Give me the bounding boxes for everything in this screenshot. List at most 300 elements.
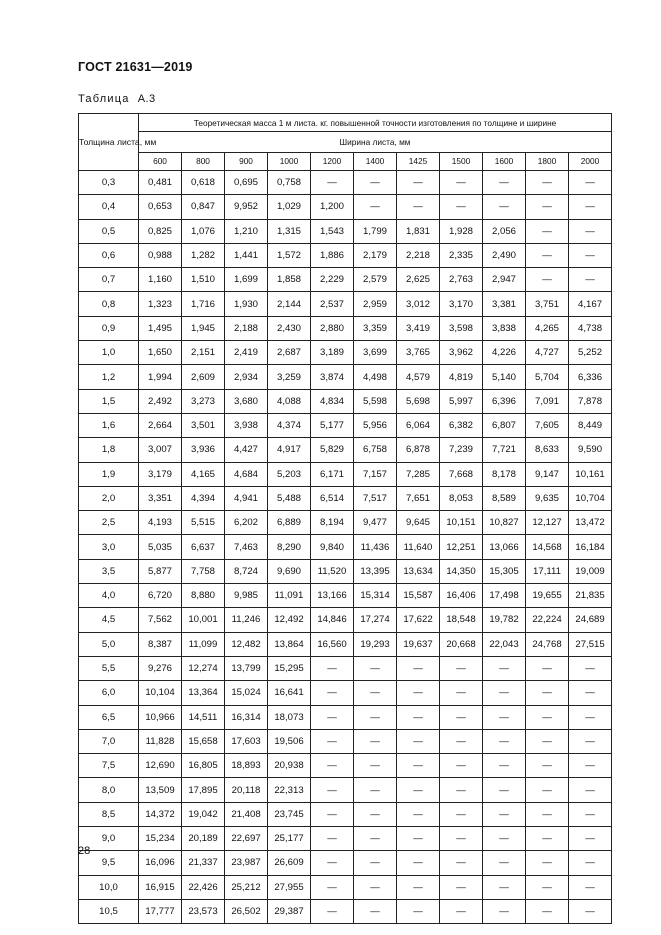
mass-cell: 3,501 bbox=[182, 413, 225, 437]
mass-cell: — bbox=[483, 778, 526, 802]
mass-cell: — bbox=[354, 171, 397, 195]
mass-cell: 1,282 bbox=[182, 243, 225, 267]
mass-cell: 6,758 bbox=[354, 438, 397, 462]
mass-cell: — bbox=[526, 243, 569, 267]
mass-cell: 11,520 bbox=[311, 559, 354, 583]
mass-cell: 1,858 bbox=[268, 268, 311, 292]
mass-cell: 4,427 bbox=[225, 438, 268, 462]
mass-cell: — bbox=[569, 171, 612, 195]
mass-cell: 3,680 bbox=[225, 389, 268, 413]
table-row bbox=[79, 875, 612, 899]
mass-cell: — bbox=[569, 681, 612, 705]
mass-cell: 4,684 bbox=[225, 462, 268, 486]
mass-cell: 3,170 bbox=[440, 292, 483, 316]
table-row bbox=[79, 389, 612, 413]
width-header: Ширина листа, мм bbox=[139, 132, 612, 152]
table-row bbox=[79, 535, 612, 559]
width-column-header: 1200 bbox=[311, 152, 354, 170]
mass-cell: — bbox=[526, 681, 569, 705]
table-row bbox=[79, 341, 612, 365]
mass-cell: — bbox=[526, 899, 569, 923]
mass-cell: 15,234 bbox=[139, 827, 182, 851]
mass-cell: — bbox=[569, 754, 612, 778]
mass-cell: — bbox=[311, 899, 354, 923]
mass-cell: 19,042 bbox=[182, 802, 225, 826]
thickness-cell: 3,5 bbox=[79, 559, 139, 583]
mass-cell: — bbox=[397, 778, 440, 802]
mass-cell: 3,419 bbox=[397, 316, 440, 340]
table-caption bbox=[78, 93, 156, 105]
mass-cell: 20,938 bbox=[268, 754, 311, 778]
mass-cell: 18,073 bbox=[268, 705, 311, 729]
mass-cell: — bbox=[397, 802, 440, 826]
table-caption-word: Таблица bbox=[78, 93, 130, 105]
mass-cell: — bbox=[569, 875, 612, 899]
thickness-cell: 0,4 bbox=[79, 195, 139, 219]
mass-cell: 4,374 bbox=[268, 413, 311, 437]
mass-cell: 2,430 bbox=[268, 316, 311, 340]
thickness-cell: 7,0 bbox=[79, 729, 139, 753]
mass-cell: 9,477 bbox=[354, 511, 397, 535]
mass-cell: 9,276 bbox=[139, 656, 182, 680]
width-column-header: 1600 bbox=[483, 152, 526, 170]
mass-cell: 10,966 bbox=[139, 705, 182, 729]
mass-cell: — bbox=[526, 778, 569, 802]
mass-cell: 1,323 bbox=[139, 292, 182, 316]
mass-cell: 1,928 bbox=[440, 219, 483, 243]
table-row bbox=[79, 486, 612, 510]
mass-cell: — bbox=[526, 195, 569, 219]
mass-cell: 23,573 bbox=[182, 899, 225, 923]
mass-cell: 2,335 bbox=[440, 243, 483, 267]
mass-cell: 24,768 bbox=[526, 632, 569, 656]
mass-cell: — bbox=[483, 656, 526, 680]
mass-cell: — bbox=[526, 705, 569, 729]
thickness-cell: 8,0 bbox=[79, 778, 139, 802]
mass-cell: 0,481 bbox=[139, 171, 182, 195]
thickness-cell: 6,0 bbox=[79, 681, 139, 705]
mass-cell: 5,997 bbox=[440, 389, 483, 413]
mass-cell: 2,490 bbox=[483, 243, 526, 267]
mass-cell: — bbox=[311, 171, 354, 195]
mass-cell: 4,498 bbox=[354, 365, 397, 389]
mass-cell: 5,515 bbox=[182, 511, 225, 535]
mass-cell: 2,218 bbox=[397, 243, 440, 267]
thickness-cell: 1,6 bbox=[79, 413, 139, 437]
mass-cell: 8,194 bbox=[311, 511, 354, 535]
mass-cell: 2,947 bbox=[483, 268, 526, 292]
mass-cell: — bbox=[397, 899, 440, 923]
table-row bbox=[79, 656, 612, 680]
mass-cell: 1,699 bbox=[225, 268, 268, 292]
mass-cell: 5,598 bbox=[354, 389, 397, 413]
mass-cell: 0,653 bbox=[139, 195, 182, 219]
mass-cell: 5,829 bbox=[311, 438, 354, 462]
mass-cell: — bbox=[354, 754, 397, 778]
thickness-cell: 5,0 bbox=[79, 632, 139, 656]
mass-cell: 10,151 bbox=[440, 511, 483, 535]
table-row bbox=[79, 292, 612, 316]
mass-cell: 5,877 bbox=[139, 559, 182, 583]
mass-cell: 11,640 bbox=[397, 535, 440, 559]
mass-cell: — bbox=[440, 802, 483, 826]
mass-cell: 3,874 bbox=[311, 365, 354, 389]
table-row bbox=[79, 243, 612, 267]
table-row bbox=[79, 827, 612, 851]
mass-cell: 15,305 bbox=[483, 559, 526, 583]
mass-cell: 10,104 bbox=[139, 681, 182, 705]
mass-cell: 16,314 bbox=[225, 705, 268, 729]
mass-cell: 6,396 bbox=[483, 389, 526, 413]
thickness-cell: 0,9 bbox=[79, 316, 139, 340]
mass-cell: 12,482 bbox=[225, 632, 268, 656]
mass-cell: — bbox=[354, 851, 397, 875]
thickness-cell: 6,5 bbox=[79, 705, 139, 729]
thickness-cell: 10,5 bbox=[79, 899, 139, 923]
mass-cell: 2,664 bbox=[139, 413, 182, 437]
mass-cell: 0,988 bbox=[139, 243, 182, 267]
mass-cell: 5,177 bbox=[311, 413, 354, 437]
table-row bbox=[79, 462, 612, 486]
mass-cell: 21,408 bbox=[225, 802, 268, 826]
mass-cell: 26,502 bbox=[225, 899, 268, 923]
mass-cell: — bbox=[440, 827, 483, 851]
mass-cell: — bbox=[354, 729, 397, 753]
mass-cell: 22,697 bbox=[225, 827, 268, 851]
table-row bbox=[79, 171, 612, 195]
mass-cell: 2,229 bbox=[311, 268, 354, 292]
document-title: ГОСТ 21631—2019 bbox=[78, 60, 193, 74]
mass-cell: 10,001 bbox=[182, 608, 225, 632]
mass-cell: 1,495 bbox=[139, 316, 182, 340]
mass-cell: 2,151 bbox=[182, 341, 225, 365]
mass-cell: — bbox=[354, 778, 397, 802]
table-row bbox=[79, 754, 612, 778]
mass-cell: — bbox=[483, 802, 526, 826]
mass-cell: 14,846 bbox=[311, 608, 354, 632]
width-values-row bbox=[79, 152, 612, 170]
mass-cell: — bbox=[311, 802, 354, 826]
mass-cell: — bbox=[526, 171, 569, 195]
width-column-header: 2000 bbox=[569, 152, 612, 170]
thickness-cell: 4,5 bbox=[79, 608, 139, 632]
mass-cell: — bbox=[311, 656, 354, 680]
mass-cell: — bbox=[397, 681, 440, 705]
mass-cell: 4,265 bbox=[526, 316, 569, 340]
mass-cell: 1,930 bbox=[225, 292, 268, 316]
mass-cell: 14,511 bbox=[182, 705, 225, 729]
mass-cell: 4,167 bbox=[569, 292, 612, 316]
mass-cell: 1,076 bbox=[182, 219, 225, 243]
page-number: 28 bbox=[78, 845, 91, 857]
mass-cell: 19,782 bbox=[483, 608, 526, 632]
mass-cell: — bbox=[397, 851, 440, 875]
mass-cell: 1,994 bbox=[139, 365, 182, 389]
mass-cell: — bbox=[483, 681, 526, 705]
mass-cell: — bbox=[440, 705, 483, 729]
thickness-cell: 4,0 bbox=[79, 584, 139, 608]
mass-cell: 9,590 bbox=[569, 438, 612, 462]
mass-cell: 3,351 bbox=[139, 486, 182, 510]
mass-cell: 18,893 bbox=[225, 754, 268, 778]
mass-cell: 5,704 bbox=[526, 365, 569, 389]
table-row bbox=[79, 438, 612, 462]
mass-cell: — bbox=[569, 778, 612, 802]
width-column-header: 1000 bbox=[268, 152, 311, 170]
mass-cell: 19,506 bbox=[268, 729, 311, 753]
mass-cell: 1,716 bbox=[182, 292, 225, 316]
mass-cell: — bbox=[526, 851, 569, 875]
mass-cell: — bbox=[526, 827, 569, 851]
mass-cell: 22,313 bbox=[268, 778, 311, 802]
mass-cell: 1,886 bbox=[311, 243, 354, 267]
mass-cell: — bbox=[440, 754, 483, 778]
mass-cell: — bbox=[354, 656, 397, 680]
mass-cell: 1,510 bbox=[182, 268, 225, 292]
mass-cell: — bbox=[526, 219, 569, 243]
mass-cell: — bbox=[440, 195, 483, 219]
thickness-cell: 3,0 bbox=[79, 535, 139, 559]
mass-cell: 3,259 bbox=[268, 365, 311, 389]
mass-cell: 19,009 bbox=[569, 559, 612, 583]
mass-cell: 7,517 bbox=[354, 486, 397, 510]
mass-cell: 21,835 bbox=[569, 584, 612, 608]
mass-cell: — bbox=[569, 899, 612, 923]
thickness-cell: 9,5 bbox=[79, 851, 139, 875]
mass-cell: 1,315 bbox=[268, 219, 311, 243]
mass-cell: — bbox=[569, 243, 612, 267]
mass-cell: — bbox=[483, 827, 526, 851]
mass-cell: 18,548 bbox=[440, 608, 483, 632]
mass-cell: 1,543 bbox=[311, 219, 354, 243]
mass-cell: 7,721 bbox=[483, 438, 526, 462]
mass-cell: — bbox=[397, 171, 440, 195]
thickness-cell: 9,0 bbox=[79, 827, 139, 851]
mass-cell: 4,941 bbox=[225, 486, 268, 510]
mass-cell: — bbox=[569, 219, 612, 243]
mass-cell: 20,189 bbox=[182, 827, 225, 851]
mass-cell: 0,695 bbox=[225, 171, 268, 195]
mass-cell: — bbox=[526, 754, 569, 778]
mass-cell: 2,144 bbox=[268, 292, 311, 316]
mass-cell: — bbox=[483, 875, 526, 899]
thickness-cell: 8,5 bbox=[79, 802, 139, 826]
mass-cell: 6,878 bbox=[397, 438, 440, 462]
mass-cell: 2,959 bbox=[354, 292, 397, 316]
thickness-cell: 7,5 bbox=[79, 754, 139, 778]
mass-cell: 1,160 bbox=[139, 268, 182, 292]
thickness-header: Толщина листа, мм bbox=[79, 114, 139, 171]
mass-cell: 4,579 bbox=[397, 365, 440, 389]
mass-cell: — bbox=[397, 705, 440, 729]
width-column-header: 900 bbox=[225, 152, 268, 170]
mass-cell: 2,056 bbox=[483, 219, 526, 243]
mass-cell: 13,395 bbox=[354, 559, 397, 583]
mass-cell: 11,828 bbox=[139, 729, 182, 753]
mass-cell: 8,053 bbox=[440, 486, 483, 510]
mass-cell: 24,689 bbox=[569, 608, 612, 632]
mass-cell: 6,514 bbox=[311, 486, 354, 510]
mass-table bbox=[78, 113, 612, 924]
mass-cell: 6,807 bbox=[483, 413, 526, 437]
mass-cell: — bbox=[569, 851, 612, 875]
mass-cell: 21,337 bbox=[182, 851, 225, 875]
mass-cell: 3,938 bbox=[225, 413, 268, 437]
mass-cell: 3,189 bbox=[311, 341, 354, 365]
mass-cell: 4,394 bbox=[182, 486, 225, 510]
mass-cell: 5,035 bbox=[139, 535, 182, 559]
mass-cell: 4,165 bbox=[182, 462, 225, 486]
mass-cell: 11,436 bbox=[354, 535, 397, 559]
mass-cell: 2,419 bbox=[225, 341, 268, 365]
mass-cell: — bbox=[483, 171, 526, 195]
mass-cell: 1,210 bbox=[225, 219, 268, 243]
mass-cell: 15,024 bbox=[225, 681, 268, 705]
mass-cell: — bbox=[354, 802, 397, 826]
mass-cell: — bbox=[311, 681, 354, 705]
mass-cell: 6,336 bbox=[569, 365, 612, 389]
mass-cell: 7,758 bbox=[182, 559, 225, 583]
mass-cell: — bbox=[397, 195, 440, 219]
mass-cell: 7,091 bbox=[526, 389, 569, 413]
mass-cell: 8,724 bbox=[225, 559, 268, 583]
mass-cell: — bbox=[354, 899, 397, 923]
mass-cell: 13,509 bbox=[139, 778, 182, 802]
table-row bbox=[79, 584, 612, 608]
mass-cell: 5,252 bbox=[569, 341, 612, 365]
mass-cell: — bbox=[483, 705, 526, 729]
mass-cell: 4,738 bbox=[569, 316, 612, 340]
mass-cell: 9,635 bbox=[526, 486, 569, 510]
mass-cell: 9,952 bbox=[225, 195, 268, 219]
mass-cell: 2,609 bbox=[182, 365, 225, 389]
mass-cell: 0,758 bbox=[268, 171, 311, 195]
mass-cell: 7,285 bbox=[397, 462, 440, 486]
mass-cell: 13,864 bbox=[268, 632, 311, 656]
mass-cell: 4,727 bbox=[526, 341, 569, 365]
mass-cell: 7,562 bbox=[139, 608, 182, 632]
mass-cell: 1,799 bbox=[354, 219, 397, 243]
mass-cell: 17,777 bbox=[139, 899, 182, 923]
mass-cell: 15,658 bbox=[182, 729, 225, 753]
table-row bbox=[79, 511, 612, 535]
mass-cell: 17,895 bbox=[182, 778, 225, 802]
mass-cell: 6,637 bbox=[182, 535, 225, 559]
width-column-header: 600 bbox=[139, 152, 182, 170]
table-caption-number: А.3 bbox=[137, 93, 156, 105]
mass-cell: 9,840 bbox=[311, 535, 354, 559]
mass-cell: 12,690 bbox=[139, 754, 182, 778]
mass-cell: — bbox=[440, 851, 483, 875]
mass-cell: 16,805 bbox=[182, 754, 225, 778]
mass-cell: — bbox=[311, 875, 354, 899]
mass-cell: — bbox=[569, 802, 612, 826]
mass-cell: 6,382 bbox=[440, 413, 483, 437]
mass-cell: 12,274 bbox=[182, 656, 225, 680]
mass-cell: 6,889 bbox=[268, 511, 311, 535]
table-row bbox=[79, 559, 612, 583]
mass-cell: 4,834 bbox=[311, 389, 354, 413]
mass-cell: — bbox=[440, 681, 483, 705]
mass-cell: — bbox=[354, 827, 397, 851]
mass-cell: — bbox=[440, 875, 483, 899]
mass-cell: 3,699 bbox=[354, 341, 397, 365]
mass-cell: 16,560 bbox=[311, 632, 354, 656]
table-row bbox=[79, 632, 612, 656]
mass-cell: 0,825 bbox=[139, 219, 182, 243]
mass-cell: 22,043 bbox=[483, 632, 526, 656]
table-row bbox=[79, 195, 612, 219]
mass-cell: 14,372 bbox=[139, 802, 182, 826]
mass-cell: 19,637 bbox=[397, 632, 440, 656]
mass-cell: 16,915 bbox=[139, 875, 182, 899]
mass-cell: 7,668 bbox=[440, 462, 483, 486]
mass-cell: 17,603 bbox=[225, 729, 268, 753]
mass-cell: 2,687 bbox=[268, 341, 311, 365]
mass-cell: — bbox=[354, 705, 397, 729]
mass-cell: 9,985 bbox=[225, 584, 268, 608]
mass-cell: 3,838 bbox=[483, 316, 526, 340]
thickness-cell: 1,8 bbox=[79, 438, 139, 462]
mass-cell: 12,251 bbox=[440, 535, 483, 559]
table-row bbox=[79, 268, 612, 292]
mass-cell: — bbox=[397, 656, 440, 680]
table-row bbox=[79, 729, 612, 753]
mass-cell: — bbox=[483, 851, 526, 875]
mass-cell: 5,956 bbox=[354, 413, 397, 437]
table-row bbox=[79, 365, 612, 389]
mass-cell: 3,962 bbox=[440, 341, 483, 365]
mass-cell: — bbox=[440, 899, 483, 923]
mass-cell: 10,704 bbox=[569, 486, 612, 510]
mass-cell: — bbox=[526, 875, 569, 899]
mass-cell: 23,745 bbox=[268, 802, 311, 826]
mass-cell: — bbox=[397, 827, 440, 851]
mass-cell: 10,827 bbox=[483, 511, 526, 535]
mass-cell: 22,426 bbox=[182, 875, 225, 899]
mass-cell: 6,171 bbox=[311, 462, 354, 486]
mass-cell: 7,878 bbox=[569, 389, 612, 413]
table-row bbox=[79, 778, 612, 802]
mass-cell: 13,634 bbox=[397, 559, 440, 583]
mass-cell: 6,202 bbox=[225, 511, 268, 535]
mass-cell: 3,598 bbox=[440, 316, 483, 340]
thickness-cell: 1,9 bbox=[79, 462, 139, 486]
mass-cell: 5,488 bbox=[268, 486, 311, 510]
width-column-header: 1425 bbox=[397, 152, 440, 170]
mass-cell: — bbox=[354, 875, 397, 899]
mass-cell: 2,880 bbox=[311, 316, 354, 340]
mass-cell: 17,622 bbox=[397, 608, 440, 632]
mass-cell: 8,880 bbox=[182, 584, 225, 608]
table-body bbox=[79, 171, 612, 924]
mass-cell: 11,099 bbox=[182, 632, 225, 656]
table-row bbox=[79, 899, 612, 923]
mass-cell: 25,177 bbox=[268, 827, 311, 851]
mass-cell: — bbox=[483, 899, 526, 923]
mass-cell: 13,166 bbox=[311, 584, 354, 608]
thickness-cell: 1,0 bbox=[79, 341, 139, 365]
mass-cell: 16,641 bbox=[268, 681, 311, 705]
mass-cell: — bbox=[354, 681, 397, 705]
mass-cell: — bbox=[311, 851, 354, 875]
mass-cell: 25,212 bbox=[225, 875, 268, 899]
mass-cell: 15,587 bbox=[397, 584, 440, 608]
mass-cell: 1,441 bbox=[225, 243, 268, 267]
mass-cell: 3,007 bbox=[139, 438, 182, 462]
mass-cell: 9,645 bbox=[397, 511, 440, 535]
mass-cell: 19,655 bbox=[526, 584, 569, 608]
